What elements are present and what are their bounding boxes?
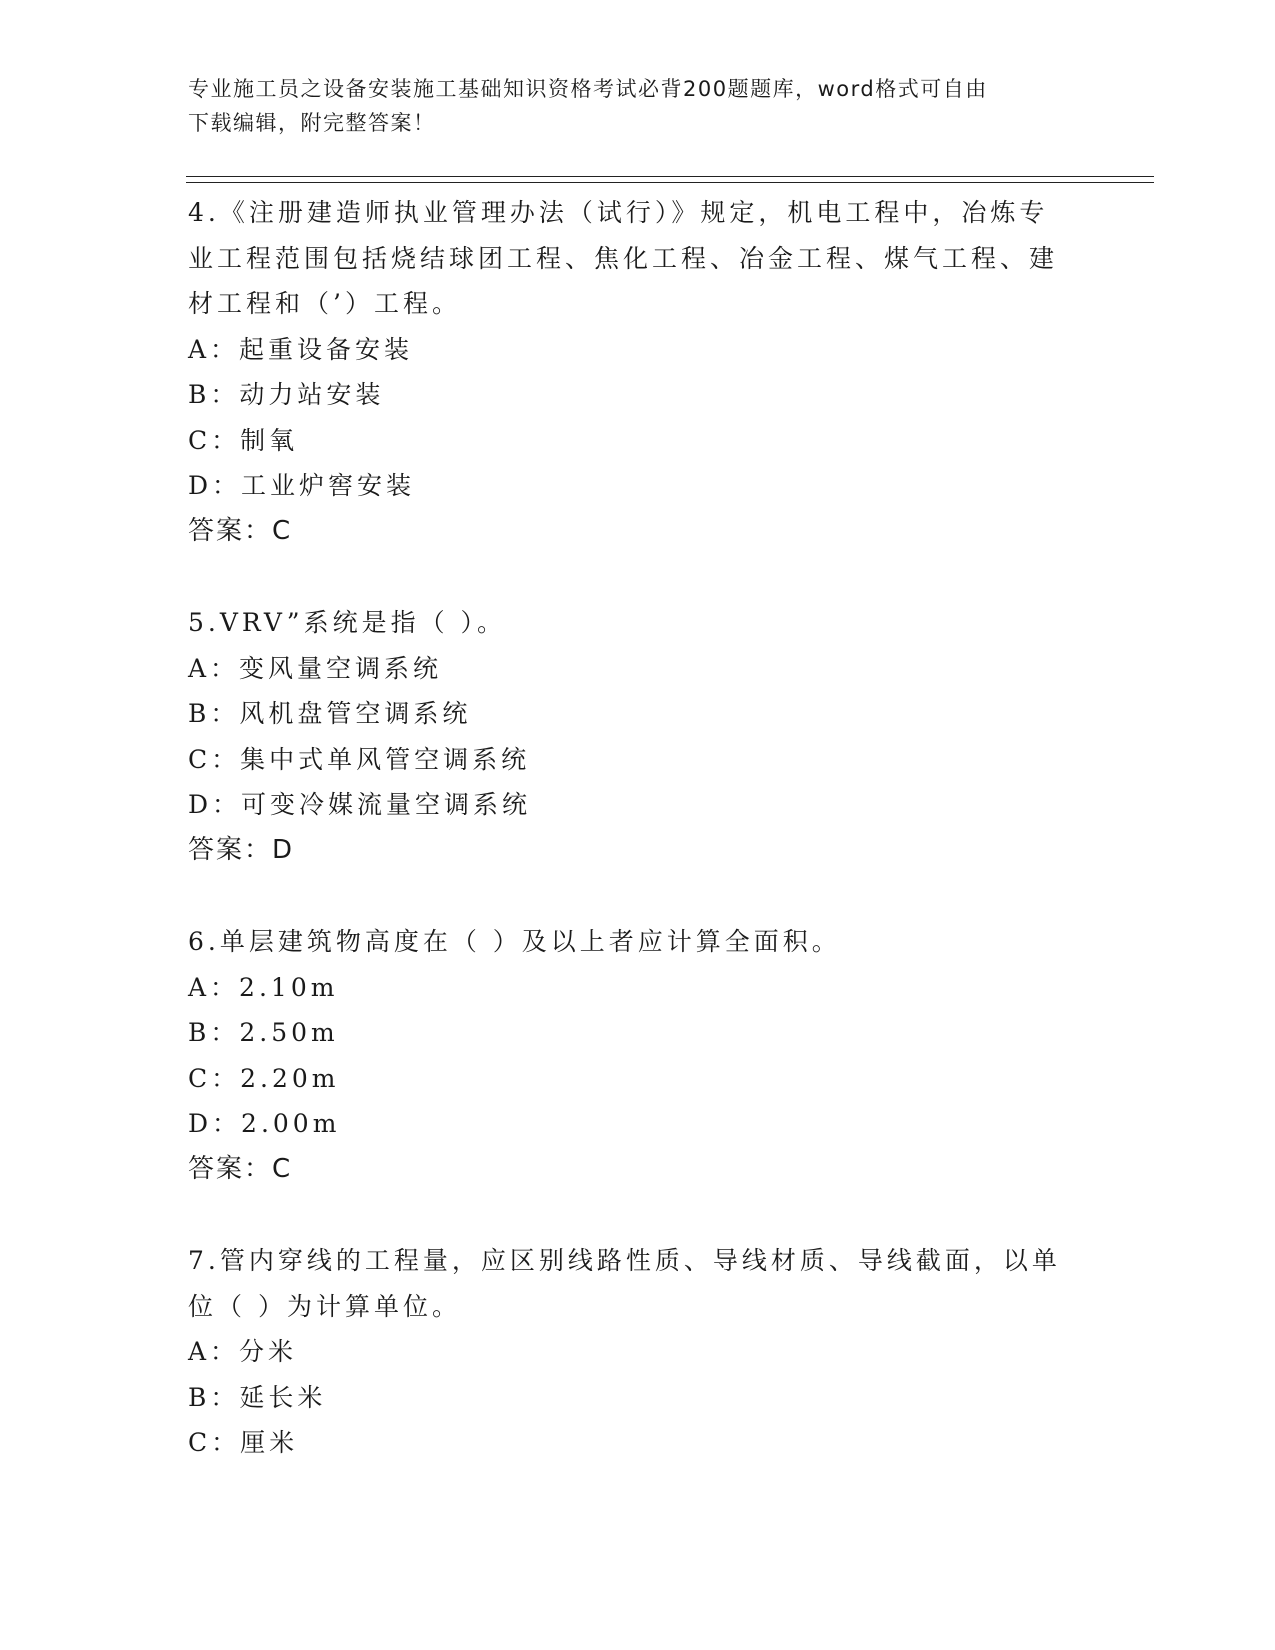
question-stem: 5.VRV”系统是指（ ）。: [188, 608, 507, 637]
option-b: B：2.50m: [188, 1018, 339, 1047]
header-line: 专业施工员之设备安装施工基础知识资格考试必背200题题库，word格式可自由: [188, 77, 988, 101]
option-c: C：厘米: [188, 1428, 299, 1457]
question-stem: 4.《注册建造师执业管理办法（试行）》规定，机电工程中，冶炼专: [188, 198, 1049, 227]
option-a: A：起重设备安装: [188, 334, 414, 364]
question-stem: 位（ ）为计算单位。: [188, 1291, 461, 1321]
answer: 答案：D: [188, 834, 295, 865]
option-c: C：集中式单风管空调系统: [188, 744, 531, 774]
question-block: [188, 919, 1068, 1192]
option-c: C：制氧: [188, 425, 299, 455]
option-d: D：工业炉窖安装: [188, 471, 416, 500]
question-block: [188, 600, 1068, 873]
question-stem: 业工程范围包括烧结球团工程、焦化工程、冶金工程、煤气工程、建: [188, 243, 1059, 273]
answer: 答案：C: [188, 1153, 293, 1184]
question-block: [188, 190, 1068, 554]
question-stem: 材工程和（’）工程。: [188, 289, 461, 318]
document-header: [188, 72, 1068, 140]
question-block: [188, 1238, 1068, 1466]
header-divider-bottom: [186, 182, 1154, 183]
option-a: A：分米: [188, 1337, 298, 1366]
option-b: B：动力站安装: [188, 380, 385, 409]
option-b: B：延长米: [188, 1382, 327, 1412]
question-stem: 7.管内穿线的工程量，应区别线路性质、导线材质、导线截面，以单: [188, 1246, 1061, 1275]
question-list: [188, 190, 1068, 1466]
option-b: B：风机盘管空调系统: [188, 699, 472, 728]
option-a: A：2.10m: [188, 972, 339, 1002]
answer: 答案：C: [188, 515, 293, 546]
option-d: D：2.00m: [188, 1109, 341, 1138]
option-d: D：可变冷媒流量空调系统: [188, 790, 532, 819]
option-c: C：2.20m: [188, 1063, 340, 1093]
option-a: A：变风量空调系统: [188, 653, 443, 683]
question-stem: 6.单层建筑物高度在（ ）及以上者应计算全面积。: [188, 927, 841, 956]
header-line: 下载编辑，附完整答案！: [188, 111, 436, 135]
header-divider-top: [186, 176, 1154, 177]
